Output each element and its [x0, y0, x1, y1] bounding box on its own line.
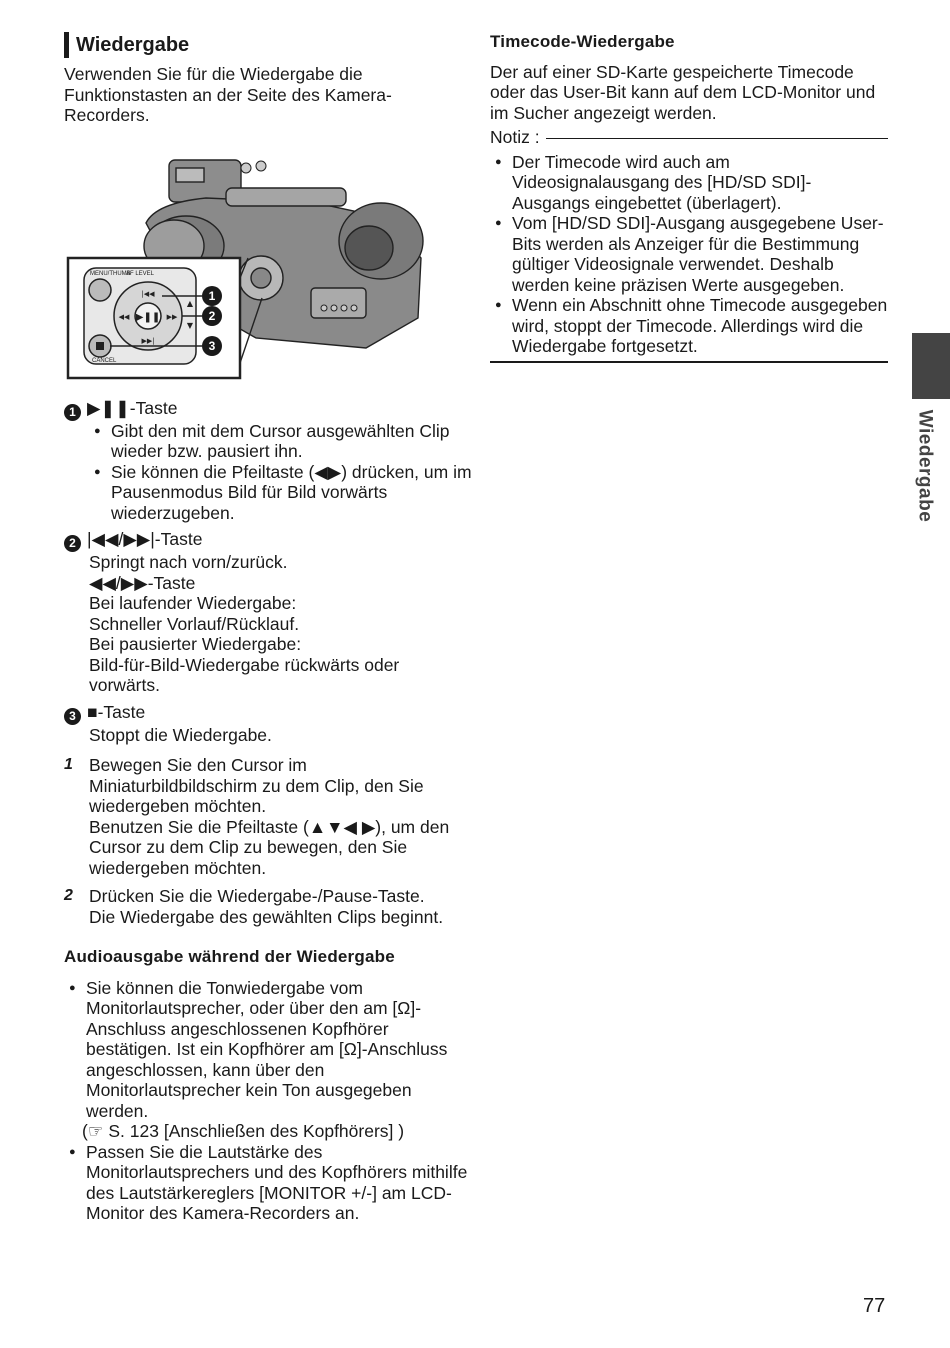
callout-3: 3 — [208, 338, 216, 353]
list-item: ● Passen Sie die Lautstärke des Monitorlautsprechers und des Kopfhörers mithilfe des Lautstärkereglers [MONITOR +/-] am LCD-Monitor des Kamera-Recorders an. — [64, 1142, 474, 1224]
right-column — [490, 32, 888, 363]
item-line: Stoppt die Wiedergabe. — [89, 724, 272, 745]
chapter-tab-marker — [912, 333, 950, 399]
left-column — [64, 32, 474, 1224]
list-item: ● Wenn ein Abschnitt ohne Timecode ausgegeben wird, stoppt der Timecode. Allerdings wird die Wiedergabe fortgesetzt. — [490, 295, 888, 357]
item-line: Schneller Vorlauf/Rücklauf. — [89, 613, 300, 634]
camera-illustration — [66, 148, 466, 380]
audio-heading: Audioausgabe während der Wiedergabe — [64, 947, 395, 966]
step-number: 1 — [64, 756, 73, 773]
item-line: Bild-für-Bild-Wiedergabe rückwärts oder vorwärts. — [89, 654, 400, 695]
note-rule — [546, 138, 888, 139]
step-text: Die Wiedergabe des gewählten Clips beginnt. — [89, 906, 444, 927]
item-line: Bei laufender Wiedergabe: — [89, 593, 297, 613]
chapter-tab-text: Wiedergabe — [914, 409, 936, 523]
item-line: ◀◀/▶▶-Taste — [89, 572, 196, 593]
callout-1: 1 — [208, 288, 216, 303]
svg-text:◀◀: ◀◀ — [118, 312, 130, 321]
step-item — [64, 886, 474, 927]
page-number: 77 — [863, 1295, 886, 1317]
cancel-label: CANCEL — [92, 357, 117, 364]
list-item: ● Gibt den mit dem Cursor ausgewählten Clip wieder bzw. pausiert ihn. — [89, 421, 474, 462]
step-text: Benutzen Sie die Pfeiltaste (▲▼◀ ▶), um den Cursor zu dem Clip zu bewegen, den Sie wiedergeben möchten. — [89, 816, 450, 878]
step-number: 2 — [64, 887, 73, 904]
item-title: |◀◀/▶▶|-Taste — [87, 529, 203, 549]
item-number: 2 — [64, 535, 81, 552]
note-list — [490, 152, 888, 357]
menu-thumb-label: MENU/THUMB — [90, 270, 131, 277]
step-text: Bewegen Sie den Cursor im Miniaturbildbildschirm zu dem Clip, den Sie wiedergeben möchten. — [89, 755, 424, 816]
note-end-rule — [490, 361, 888, 363]
note-header — [490, 127, 888, 148]
camera-figure — [66, 148, 466, 380]
cross-reference[interactable]: (☞ S. 123 [Anschließen des Kopfhörers] ) — [82, 1121, 405, 1141]
list-item: ● Sie können die Tonwiedergabe vom Monitorlautsprecher, oder über den am [Ω]-Anschluss angeschlossenen Kopfhörer bestätigen. Ist ein Kopfhörer am [Ω]-Anschluss angeschlossen, kann über den Monitorlautsprecher kein Ton ausgegeben werden. — [64, 978, 474, 1122]
svg-text:|◀◀: |◀◀ — [141, 289, 155, 298]
item-number: 1 — [64, 404, 81, 421]
step-text: Drücken Sie die Wiedergabe-/Pause-Taste. — [89, 886, 425, 906]
section-heading: Wiedergabe — [64, 32, 474, 58]
item-line: Springt nach vorn/zurück. — [89, 552, 288, 572]
item-stop — [64, 702, 474, 746]
steps — [64, 755, 474, 927]
svg-text:▲: ▲ — [186, 298, 194, 308]
timecode-heading: Timecode-Wiedergabe — [490, 32, 675, 51]
svg-text:▶▶|: ▶▶| — [141, 336, 155, 345]
note-label: Notiz : — [490, 127, 540, 147]
svg-text:▼: ▼ — [186, 320, 194, 330]
intro-text: Verwenden Sie für die Wiedergabe die Funktionstasten an der Seite des Kamera-Recorders. — [64, 64, 392, 125]
svg-text:▶▶: ▶▶ — [166, 312, 178, 321]
list-item: ● Sie können die Pfeiltaste (◀▶) drücken, um im Pausenmodus Bild für Bild vorwärts wiederzugeben. — [89, 462, 474, 524]
item-play-pause — [64, 398, 474, 524]
audio-list — [64, 978, 474, 1224]
callout-2: 2 — [208, 308, 216, 323]
item-title: ■-Taste — [87, 701, 146, 722]
timecode-text: Der auf einer SD-Karte gespeicherte Timecode oder das User-Bit kann auf dem LCD-Monitor und im Sucher angezeigt werden. — [490, 61, 876, 123]
item-number: 3 — [64, 708, 81, 725]
item-title: ▶❚❚-Taste — [87, 397, 178, 418]
chapter-tab-label — [905, 404, 943, 528]
svg-text:▶❚❚: ▶❚❚ — [135, 311, 161, 323]
button-descriptions — [64, 398, 474, 746]
step-item — [64, 755, 474, 878]
list-item: ● Der Timecode wird auch am Videosignalausgang des [HD/SD SDI]-Ausgangs eingebettet (überlagert). — [490, 152, 888, 214]
list-item: ● Vom [HD/SD SDI]-Ausgang ausgegebene User-Bits werden als Anzeiger für die Bestimmung gültiger Videosignale verwendet. Deshalb werden keine präzisen Werte ausgegeben. — [490, 213, 888, 295]
item-line: Bei pausierter Wiedergabe: — [89, 634, 302, 654]
af-level-label: AF LEVEL — [126, 270, 155, 277]
item-skip — [64, 529, 474, 696]
